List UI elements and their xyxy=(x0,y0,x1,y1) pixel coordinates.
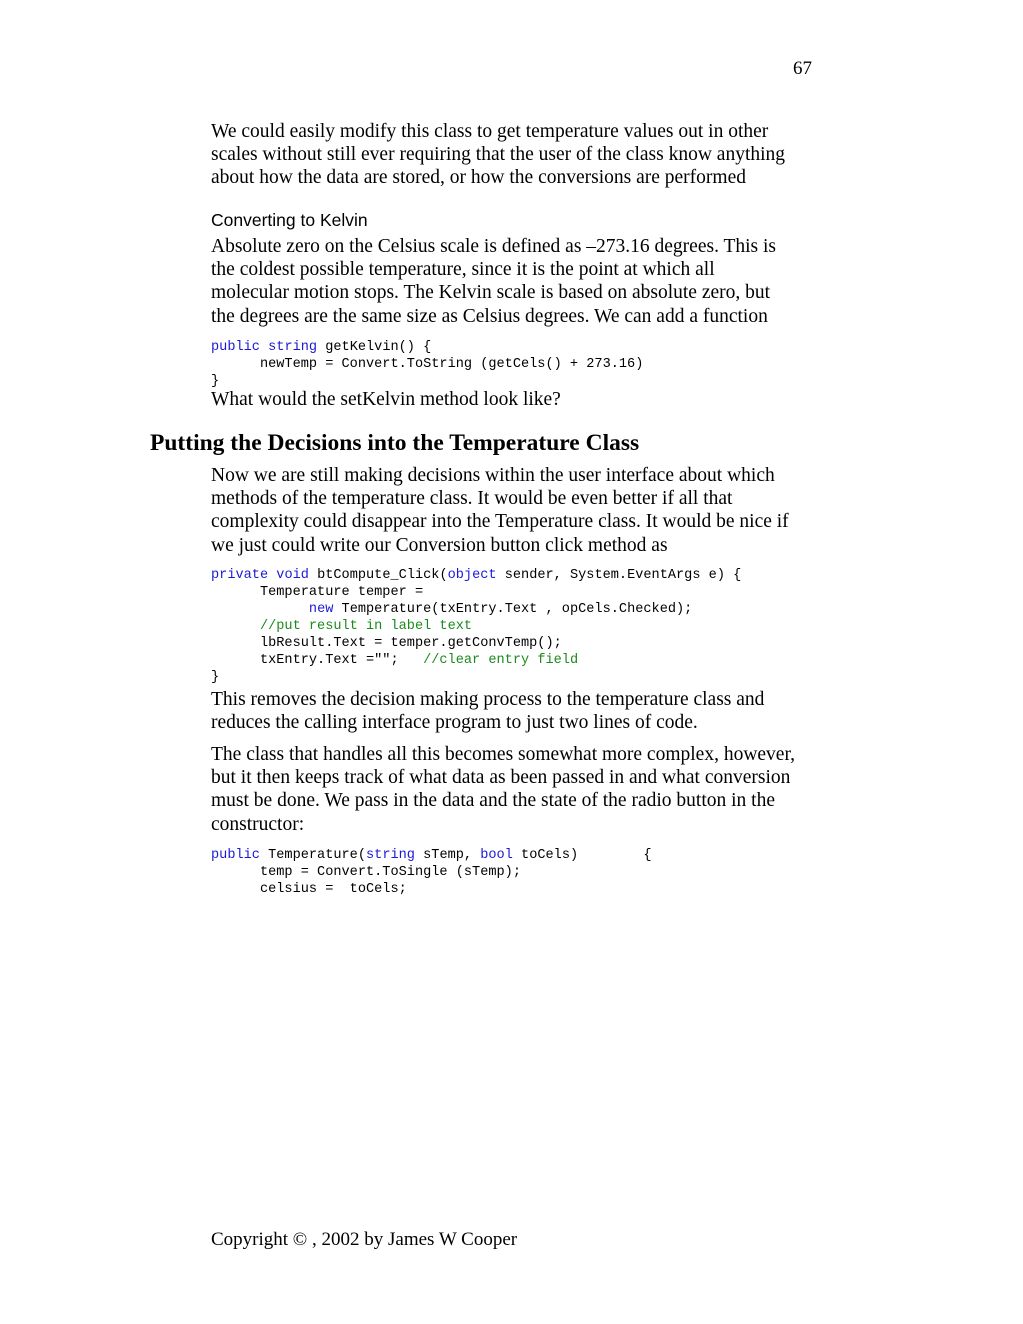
decisions-line-2: methods of the temperature class. It would be even better if all that xyxy=(211,488,733,510)
code-line: Temperature temper = xyxy=(211,585,424,600)
page-number: 67 xyxy=(793,58,812,79)
intro-paragraph xyxy=(211,120,785,190)
kelvin-line-1: Absolute zero on the Celsius scale is defined as –273.16 degrees. This is xyxy=(211,236,777,257)
code-line: newTemp = Convert.ToString (getCels() + 273.16) xyxy=(211,357,644,372)
intro-line-1: We could easily modify this class to get temperature values out in other xyxy=(211,121,769,142)
class-line-4: constructor: xyxy=(211,813,305,835)
code-block-constructor xyxy=(211,847,652,898)
kelvin-line-2: the coldest possible temperature, since it is the point at which all xyxy=(211,259,715,281)
kelvin-line-4: the degrees are the same size as Celsius degrees. We can add a function xyxy=(211,305,768,327)
code-line: private void btCompute_Click(object sender, System.EventArgs e) { xyxy=(211,568,742,583)
code-block-btcompute xyxy=(211,567,741,686)
removes-line-2: reduces the calling interface program to just two lines of code. xyxy=(211,712,698,734)
intro-line-3: about how the data are stored, or how the conversions are performed xyxy=(211,167,746,189)
decisions-line-3: complexity could disappear into the Temperature class. It would be nice if xyxy=(211,511,789,533)
removes-line-1: This removes the decision making process to the temperature class and xyxy=(211,689,765,710)
class-line-1: The class that handles all this becomes somewhat more complex, however, xyxy=(211,744,796,765)
decisions-paragraph xyxy=(211,464,789,557)
code-line: } xyxy=(211,374,220,389)
code-line: temp = Convert.ToSingle (sTemp); xyxy=(211,865,521,880)
kelvin-paragraph xyxy=(211,235,776,328)
code-block-getkelvin xyxy=(211,339,643,390)
code-line: celsius = toCels; xyxy=(211,882,407,897)
code-line: txEntry.Text =""; //clear entry field xyxy=(211,653,579,668)
code-line: } xyxy=(211,670,220,685)
removes-paragraph xyxy=(211,688,764,734)
intro-line-2: scales without still ever requiring that the user of the class know anything xyxy=(211,144,786,166)
code-line: new Temperature(txEntry.Text , opCels.Checked); xyxy=(308,602,693,617)
class-paragraph xyxy=(211,743,795,836)
question-text: What would the setKelvin method look like? xyxy=(211,389,561,410)
subheading-converting-kelvin: Converting to Kelvin xyxy=(211,210,368,230)
code-line: public Temperature(string sTemp, bool toCels) { xyxy=(211,848,652,863)
code-line: //put result in label text xyxy=(259,619,473,634)
code-line: lbResult.Text = temper.getConvTemp(); xyxy=(211,636,562,651)
decisions-line-1: Now we are still making decisions within the user interface about which xyxy=(211,465,775,486)
copyright-footer: Copyright © , 2002 by James W Cooper xyxy=(211,1229,518,1250)
code-line: public string getKelvin() { xyxy=(211,340,432,355)
class-line-3: must be done. We pass in the data and the state of the radio button in the xyxy=(211,790,775,812)
class-line-2: but it then keeps track of what data as been passed in and what conversion xyxy=(211,767,791,789)
section-title: Putting the Decisions into the Temperature Class xyxy=(150,430,640,456)
kelvin-line-3: molecular motion stops. The Kelvin scale is based on absolute zero, but xyxy=(211,282,771,304)
decisions-line-4: we just could write our Conversion button click method as xyxy=(211,534,668,556)
